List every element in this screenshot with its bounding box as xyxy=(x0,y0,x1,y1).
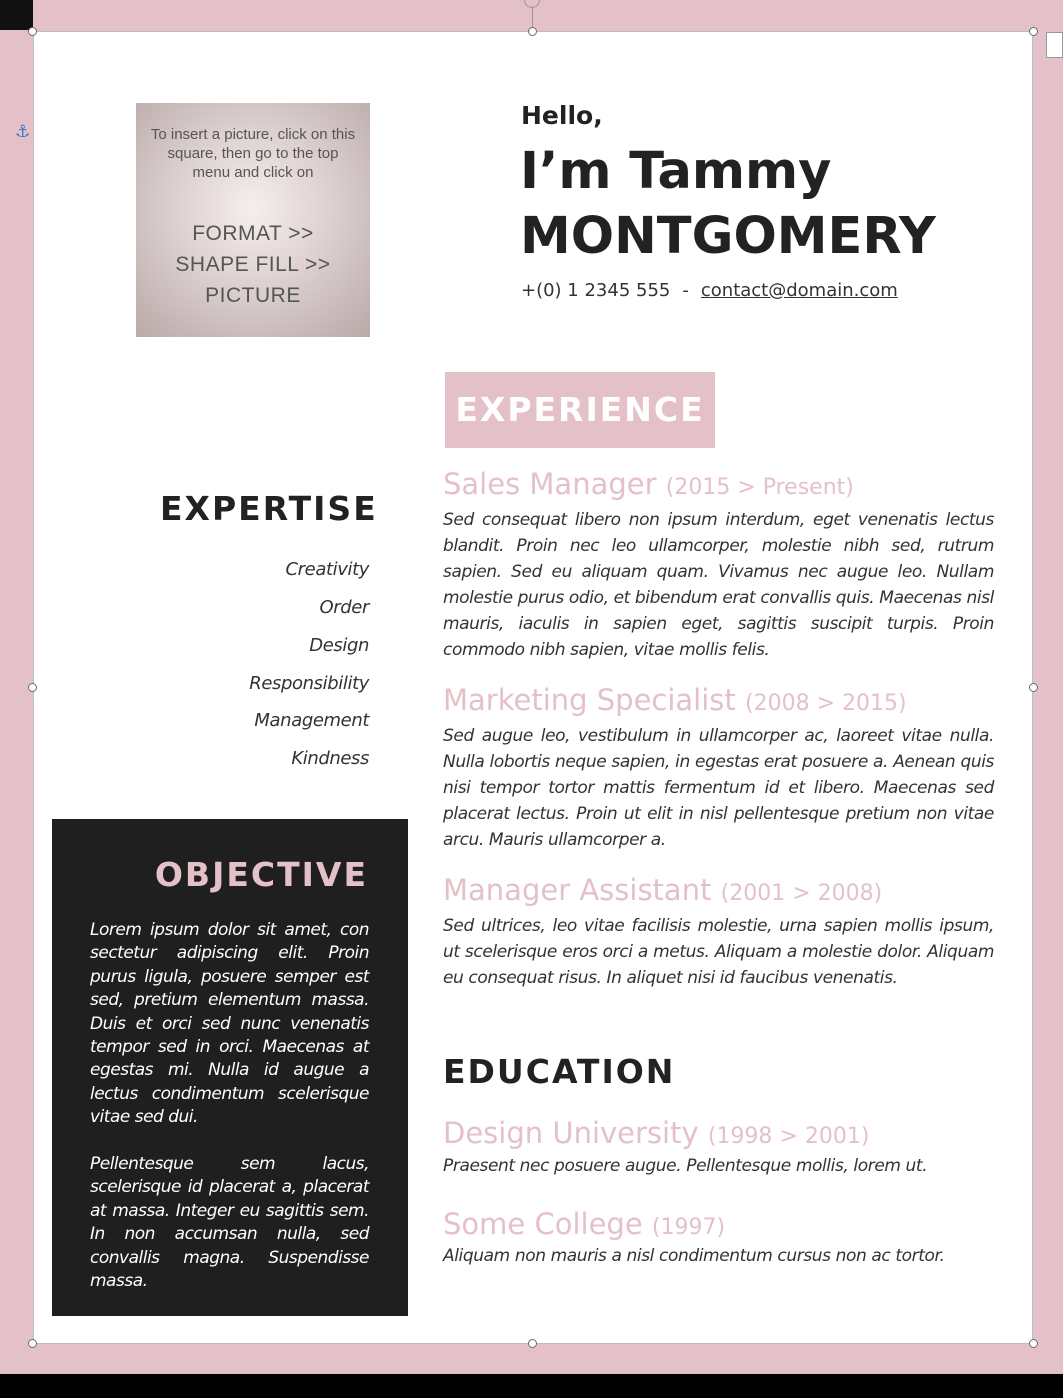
skill-item: Management xyxy=(254,710,369,731)
school-name: Some College xyxy=(443,1207,643,1241)
picture-placeholder[interactable] xyxy=(136,103,370,337)
skill-item: Design xyxy=(309,635,369,656)
job-title-text: Sales Manager xyxy=(443,467,657,501)
resize-handle-top-left[interactable] xyxy=(28,27,37,36)
job-years: (2001 > 2008) xyxy=(720,881,883,906)
skill-item: Responsibility xyxy=(249,673,369,694)
resize-handle-bottom-left[interactable] xyxy=(28,1339,37,1348)
rotate-handle-icon[interactable] xyxy=(524,0,540,8)
objective-panel xyxy=(52,819,408,1316)
name-first: I’m Tammy xyxy=(520,142,832,201)
job-description: Sed consequat libero non ipsum interdum, eget venenatis lectus blandit. Proin nec leo ullamcorper, molestie nibh sed, rutrum sapien. Sed eu aliquam quam. Vivamus nec augue leo. Nullam molestie purus odio, et bibendum erat convallis quis. Maecenas nisl mauris, iaculis in sapien eget, sagittis suscipit turpis. Proin commodo nibh sapien, vitae mollis felis. xyxy=(443,510,994,660)
picture-instruction: To insert a picture, click on this square, then go to the top menu and click on xyxy=(150,126,356,181)
picture-step-format: FORMAT >> xyxy=(192,222,314,245)
resize-handle-top-right[interactable] xyxy=(1029,27,1038,36)
skill-item: Order xyxy=(319,597,369,618)
resize-handle-left[interactable] xyxy=(28,683,37,692)
email-link[interactable]: contact@domain.com xyxy=(700,280,898,301)
school-name: Design University xyxy=(443,1116,699,1150)
skill-item: Kindness xyxy=(291,748,369,769)
phone-number: +(0) 1 2345 555 xyxy=(521,280,671,301)
anchor-icon[interactable]: ⚓ xyxy=(15,122,31,142)
job-description: Sed ultrices, leo vitae facilisis molestie, urna sapien mollis ipsum, ut scelerisque eros orci a metus. Aliquam a molestie dolor. Aliquam eu consequat risus. In aliquet nisi id faucibus venenatis. xyxy=(443,916,994,988)
school-title xyxy=(443,1116,869,1150)
name-last: MONTGOMERY xyxy=(520,207,936,266)
contact-separator: - xyxy=(682,280,689,301)
expertise-heading: EXPERTISE xyxy=(160,489,378,528)
education-heading: EDUCATION xyxy=(443,1052,676,1091)
job-title xyxy=(443,467,854,501)
school-years: (1997) xyxy=(651,1215,726,1240)
resize-handle-top[interactable] xyxy=(528,27,537,36)
job-title xyxy=(443,683,907,717)
school-years: (1998 > 2001) xyxy=(707,1124,870,1149)
picture-step-picture: PICTURE xyxy=(205,284,301,307)
job-years: (2015 > Present) xyxy=(665,475,854,500)
resize-handle-bottom-right[interactable] xyxy=(1029,1339,1038,1348)
school-title xyxy=(443,1207,725,1241)
layout-options-icon[interactable] xyxy=(1046,32,1063,58)
contact-line xyxy=(521,280,898,301)
greeting: Hello, xyxy=(521,101,603,130)
objective-paragraph: Lorem ipsum dolor sit amet, con sectetur adipiscing elit. Proin purus ligula, posuere semper est sed, pretium elementum massa. Duis et orci sed nunc venenatis tempor sed in orci. Maecenas at egestas mi. Nulla id augue a lectus condimentum scelerisque vitae sed dui. xyxy=(90,920,369,1128)
bottom-bar xyxy=(0,1374,1063,1398)
corner-block xyxy=(0,0,33,30)
resize-handle-right[interactable] xyxy=(1029,683,1038,692)
experience-heading: EXPERIENCE xyxy=(445,372,715,448)
picture-steps xyxy=(146,218,360,311)
job-title xyxy=(443,873,882,907)
job-title-text: Marketing Specialist xyxy=(443,683,736,717)
picture-step-shape-fill: SHAPE FILL >> xyxy=(175,253,331,276)
objective-heading: OBJECTIVE xyxy=(154,855,368,894)
job-description: Sed augue leo, vestibulum in ullamcorper ac, laoreet vitae nulla. Nulla lobortis neque sapien, in egestas erat posuere a. Aenean quis nisi tempor tortor mattis fermentum id et libero. Maecenas sed placerat lectus. Proin ut elit in nisl pellentesque pretium non vitae arcu. Mauris ullamcorper a. xyxy=(443,726,994,850)
job-years: (2008 > 2015) xyxy=(745,691,907,716)
skill-item: Creativity xyxy=(285,559,369,580)
job-title-text: Manager Assistant xyxy=(443,873,712,907)
resize-handle-bottom[interactable] xyxy=(528,1339,537,1348)
objective-paragraph: Pellentesque sem lacus, scelerisque id placerat a, placerat at massa. Integer eu sagittis sem. In non accumsan nulla, sed convallis magna. Suspendisse massa. xyxy=(90,1154,369,1292)
school-description: Praesent nec posuere augue. Pellentesque mollis, lorem ut. xyxy=(443,1156,928,1176)
school-description: Aliquam non mauris a nisl condimentum cursus non ac tortor. xyxy=(443,1246,945,1266)
